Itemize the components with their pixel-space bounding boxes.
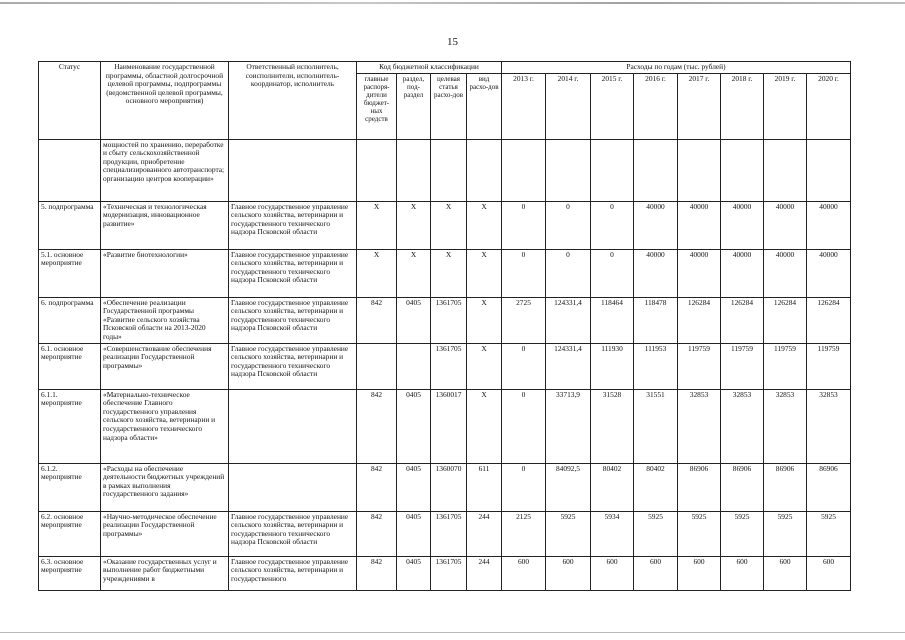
year-value-cell: 124331,4	[546, 343, 591, 389]
table-row	[39, 511, 851, 556]
header-year: 2020 г.	[807, 73, 851, 139]
year-value-cell: 40000	[678, 249, 721, 297]
expense-type-cell: X	[467, 389, 502, 463]
program-name-cell: «Материально-техническое обеспечение Главного государственного управления сельского хозяйства, ветеринарии и государственного технического надзора области»	[101, 389, 229, 463]
header-code-col: вид расхо-дов	[467, 73, 502, 139]
article-cell	[431, 139, 467, 201]
status-cell: 5.1. основное мероприятие	[39, 249, 101, 297]
year-value-cell: 0	[546, 201, 591, 249]
year-value-cell: 111953	[634, 343, 678, 389]
header-year: 2018 г.	[721, 73, 764, 139]
grbs-cell	[357, 343, 397, 389]
executor-cell	[229, 139, 357, 201]
expense-type-cell: X	[467, 343, 502, 389]
expense-type-cell: 611	[467, 463, 502, 511]
year-value-cell: 5925	[678, 511, 721, 556]
header-status: Статус	[39, 62, 101, 140]
year-value-cell: 40000	[634, 201, 678, 249]
expense-type-cell: 244	[467, 511, 502, 556]
header-year: 2017 г.	[678, 73, 721, 139]
year-value-cell: 600	[764, 556, 807, 590]
year-value-cell: 0	[546, 249, 591, 297]
header-year: 2014 г.	[546, 73, 591, 139]
year-value-cell: 600	[678, 556, 721, 590]
executor-cell: Главное государственное управление сельского хозяйства, ветеринарии и государственного технического надзора Псковской области	[229, 249, 357, 297]
article-cell: X	[431, 249, 467, 297]
header-code-col: целевая статья расхо-дов	[431, 73, 467, 139]
section-cell	[397, 139, 431, 201]
year-value-cell: 86906	[678, 463, 721, 511]
header-code-col: главные распоря-дители бюджет-ных средств	[357, 73, 397, 139]
status-cell: 6.1.1. мероприятие	[39, 389, 101, 463]
year-value-cell: 31528	[591, 389, 634, 463]
year-value-cell: 0	[502, 343, 546, 389]
article-cell: 1360017	[431, 389, 467, 463]
grbs-cell: 842	[357, 463, 397, 511]
grbs-cell: 842	[357, 297, 397, 343]
year-value-cell: 126284	[764, 297, 807, 343]
year-value-cell: 126284	[807, 297, 851, 343]
year-value-cell: 2725	[502, 297, 546, 343]
year-value-cell	[764, 139, 807, 201]
table-row	[39, 139, 851, 201]
header-executor: Ответственный исполнитель, соисполнители, исполнитель-координатор, исполнитель	[229, 62, 357, 140]
year-value-cell	[807, 139, 851, 201]
year-value-cell: 600	[546, 556, 591, 590]
year-value-cell: 5925	[764, 511, 807, 556]
table-row	[39, 463, 851, 511]
table-row	[39, 249, 851, 297]
article-cell: 1361705	[431, 343, 467, 389]
year-value-cell: 40000	[634, 249, 678, 297]
section-cell: X	[397, 249, 431, 297]
year-value-cell: 40000	[764, 249, 807, 297]
status-cell: 6.2. основное мероприятие	[39, 511, 101, 556]
table-row	[39, 343, 851, 389]
expense-type-cell: X	[467, 297, 502, 343]
year-value-cell	[502, 139, 546, 201]
grbs-cell: 842	[357, 389, 397, 463]
year-value-cell: 111930	[591, 343, 634, 389]
expense-type-cell	[467, 139, 502, 201]
section-cell: 0405	[397, 389, 431, 463]
year-value-cell: 5934	[591, 511, 634, 556]
year-value-cell: 119759	[764, 343, 807, 389]
year-value-cell	[634, 139, 678, 201]
year-value-cell: 32853	[678, 389, 721, 463]
section-cell: 0405	[397, 511, 431, 556]
year-value-cell: 600	[634, 556, 678, 590]
executor-cell: Главное государственное управление сельского хозяйства, ветеринарии и государственного технического надзора Псковской области	[229, 297, 357, 343]
year-value-cell: 0	[591, 201, 634, 249]
expense-type-cell: X	[467, 201, 502, 249]
executor-cell: Главное государственное управление сельского хозяйства, ветеринарии и государственного технического надзора Псковской области	[229, 343, 357, 389]
program-name-cell: «Расходы на обеспечение деятельности бюджетных учреждений в рамках выполнения государственного задания»	[101, 463, 229, 511]
year-value-cell: 40000	[807, 201, 851, 249]
grbs-cell: 842	[357, 556, 397, 590]
year-value-cell: 31551	[634, 389, 678, 463]
program-name-cell: «Развитие биотехнологии»	[101, 249, 229, 297]
status-cell: 5. подпрограмма	[39, 201, 101, 249]
section-cell: X	[397, 201, 431, 249]
year-value-cell: 2125	[502, 511, 546, 556]
executor-cell: Главное государственное управление сельского хозяйства, ветеринарии и государственного	[229, 556, 357, 590]
status-cell	[39, 139, 101, 201]
table-row	[39, 556, 851, 590]
year-value-cell: 0	[502, 201, 546, 249]
grbs-cell	[357, 139, 397, 201]
year-value-cell: 119759	[721, 343, 764, 389]
page-number: 15	[447, 36, 458, 48]
program-name-cell: «Оказание государственных услуг и выполнение работ бюджетными учреждениями в	[101, 556, 229, 590]
article-cell: X	[431, 201, 467, 249]
grbs-cell: 842	[357, 511, 397, 556]
program-name-cell: «Обеспечение реализации Государственной программы «Развитие сельского хозяйства Псковской области на 2013-2020 годы»	[101, 297, 229, 343]
executor-cell: Главное государственное управление сельского хозяйства, ветеринарии и государственного технического надзора Псковской области	[229, 201, 357, 249]
section-cell: 0405	[397, 556, 431, 590]
year-value-cell: 600	[721, 556, 764, 590]
header-expenses: Расходы по годам (тыс. рублей)	[502, 62, 851, 74]
year-value-cell: 80402	[591, 463, 634, 511]
budget-table	[38, 61, 851, 591]
program-name-cell: «Научно-методическое обеспечение реализации Государственной программы»	[101, 511, 229, 556]
year-value-cell: 80402	[634, 463, 678, 511]
year-value-cell: 86906	[807, 463, 851, 511]
year-value-cell	[721, 139, 764, 201]
year-value-cell: 5925	[634, 511, 678, 556]
program-name-cell: «Техническая и технологическая модернизация, инновационное развитие»	[101, 201, 229, 249]
table-row	[39, 297, 851, 343]
year-value-cell: 40000	[721, 201, 764, 249]
year-value-cell: 40000	[807, 249, 851, 297]
year-value-cell: 600	[807, 556, 851, 590]
year-value-cell: 118464	[591, 297, 634, 343]
article-cell: 1361705	[431, 556, 467, 590]
article-cell: 1361705	[431, 511, 467, 556]
expense-type-cell: 244	[467, 556, 502, 590]
year-value-cell	[591, 139, 634, 201]
header-year: 2019 г.	[764, 73, 807, 139]
year-value-cell: 119759	[678, 343, 721, 389]
year-value-cell: 118478	[634, 297, 678, 343]
year-value-cell: 40000	[721, 249, 764, 297]
year-value-cell: 126284	[721, 297, 764, 343]
grbs-cell: X	[357, 249, 397, 297]
scan-edge-bottom	[0, 632, 905, 633]
section-cell: 0405	[397, 297, 431, 343]
year-value-cell: 32853	[721, 389, 764, 463]
table-row	[39, 201, 851, 249]
status-cell: 6.1. основное мероприятие	[39, 343, 101, 389]
executor-cell: Главное государственное управление сельского хозяйства, ветеринарии и государственного технического надзора Псковской области	[229, 511, 357, 556]
year-value-cell	[678, 139, 721, 201]
header-program-name: Наименование государственной программы, областной долгосрочной целевой программы, подпрограммы (ведомственной целевой программы, основного мероприятия)	[101, 62, 229, 140]
status-cell: 6.3. основное мероприятие	[39, 556, 101, 590]
year-value-cell: 84092,5	[546, 463, 591, 511]
scan-edge-top	[0, 2, 905, 4]
header-year: 2016 г.	[634, 73, 678, 139]
expense-type-cell: X	[467, 249, 502, 297]
header-year: 2015 г.	[591, 73, 634, 139]
year-value-cell	[546, 139, 591, 201]
article-cell: 1360070	[431, 463, 467, 511]
grbs-cell: X	[357, 201, 397, 249]
status-cell: 6. подпрограмма	[39, 297, 101, 343]
year-value-cell: 5925	[807, 511, 851, 556]
status-cell: 6.1.2. мероприятие	[39, 463, 101, 511]
year-value-cell: 0	[591, 249, 634, 297]
year-value-cell: 5925	[546, 511, 591, 556]
header-code-col: раздел, под-раздел	[397, 73, 431, 139]
year-value-cell: 33713,9	[546, 389, 591, 463]
year-value-cell: 126284	[678, 297, 721, 343]
executor-cell	[229, 463, 357, 511]
year-value-cell: 5925	[721, 511, 764, 556]
year-value-cell: 40000	[678, 201, 721, 249]
article-cell: 1361705	[431, 297, 467, 343]
year-value-cell: 600	[591, 556, 634, 590]
executor-cell	[229, 389, 357, 463]
table-row	[39, 389, 851, 463]
year-value-cell: 32853	[807, 389, 851, 463]
year-value-cell: 0	[502, 249, 546, 297]
year-value-cell: 600	[502, 556, 546, 590]
header-year: 2013 г.	[502, 73, 546, 139]
program-name-cell: «Совершенствование обеспечения реализации Государственной программы»	[101, 343, 229, 389]
year-value-cell: 119759	[807, 343, 851, 389]
section-cell: 0405	[397, 463, 431, 511]
year-value-cell: 0	[502, 463, 546, 511]
year-value-cell: 40000	[764, 201, 807, 249]
year-value-cell: 0	[502, 389, 546, 463]
year-value-cell: 86906	[721, 463, 764, 511]
header-budget-code: Код бюджетной классификации	[357, 62, 502, 74]
program-name-cell: мощностей по хранению, переработке и сбыту сельскохозяйственной продукции, приобретение специализированного автотранспорта; организацию центров кооперации»	[101, 139, 229, 201]
year-value-cell: 32853	[764, 389, 807, 463]
year-value-cell: 124331,4	[546, 297, 591, 343]
section-cell	[397, 343, 431, 389]
year-value-cell: 86906	[764, 463, 807, 511]
